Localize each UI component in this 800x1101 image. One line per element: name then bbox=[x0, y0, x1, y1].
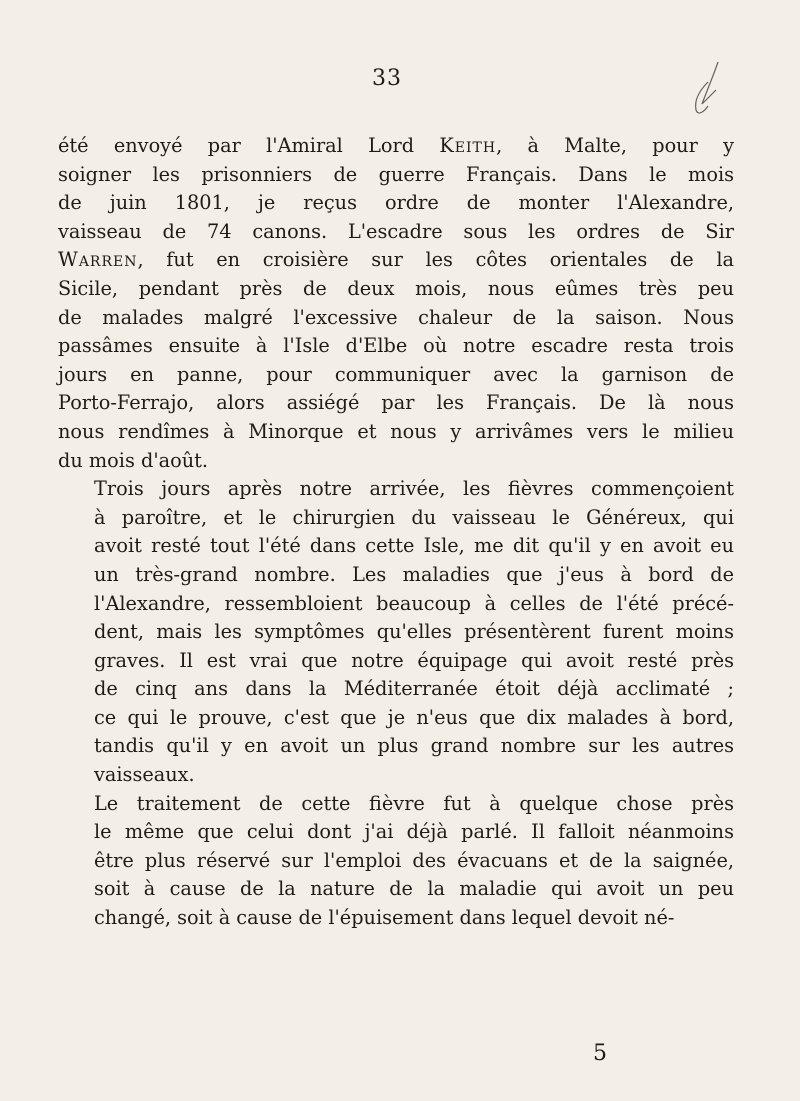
text-line bbox=[58, 418, 734, 447]
text-line bbox=[58, 761, 734, 790]
text-segment: être plus réservé sur l'emploi des évacuans et de la saignée, bbox=[94, 848, 734, 872]
text-line bbox=[58, 590, 734, 619]
text-segment: le même que celui dont j'ai déjà parlé. Il falloit néanmoins bbox=[94, 820, 734, 844]
text-segment: nous rendîmes à Minorque et nous y arrivâmes vers le milieu bbox=[58, 419, 734, 443]
text-line bbox=[58, 732, 734, 761]
text-line bbox=[58, 132, 734, 161]
text-line bbox=[58, 561, 734, 590]
text-line bbox=[58, 532, 734, 561]
text-line bbox=[58, 275, 734, 304]
text-segment: vaisseau de 74 canons. L'escadre sous les ordres de Sir bbox=[58, 219, 734, 243]
text-segment: Porto-Ferrajo, alors assiégé par les Français. De là nous bbox=[58, 391, 734, 415]
text-segment: vaisseaux. bbox=[94, 763, 195, 787]
paragraph bbox=[58, 132, 734, 475]
text-segment: l'Alexandre, ressembloient beaucoup à celles de l'été précé- bbox=[94, 591, 734, 615]
text-segment: de malades malgré l'excessive chaleur de la saison. Nous bbox=[58, 305, 734, 329]
text-segment: ce qui le prouve, c'est que je n'eus que dix malades à bord, bbox=[94, 705, 734, 729]
text-line bbox=[58, 847, 734, 876]
text-line bbox=[58, 189, 734, 218]
text-line bbox=[58, 704, 734, 733]
text-line bbox=[58, 361, 734, 390]
text-segment: tandis qu'il y en avoit un plus grand nombre sur les autres bbox=[94, 734, 734, 758]
text-line bbox=[58, 675, 734, 704]
text-line bbox=[58, 475, 734, 504]
text-segment: du mois d'août. bbox=[58, 448, 209, 472]
text-segment: Le traitement de cette fièvre fut à quelque chose près bbox=[94, 791, 734, 815]
text-line bbox=[58, 389, 734, 418]
text-segment: changé, soit à cause de l'épuisement dans lequel devoit né- bbox=[94, 906, 675, 930]
page-number: 33 bbox=[372, 66, 402, 91]
text-line bbox=[58, 647, 734, 676]
text-segment: soit à cause de la nature de la maladie qui avoit un peu bbox=[94, 877, 734, 901]
text-segment: avoit resté tout l'été dans cette Isle, me dit qu'il y en avoit eu bbox=[94, 534, 734, 558]
text-segment: été envoyé par l'Amiral Lord bbox=[58, 134, 440, 157]
text-segment: dent, mais les symptômes qu'elles présentèrent furent moins bbox=[94, 620, 734, 644]
text-segment: passâmes ensuite à l'Isle d'Elbe où notre escadre resta trois bbox=[58, 334, 734, 358]
text-segment: , fut en croisière sur les côtes orientales de la bbox=[137, 248, 734, 272]
text-segment: Trois jours après notre arrivée, les fièvres commençoient bbox=[94, 477, 734, 501]
text-line bbox=[58, 790, 734, 819]
text-segment: Sicile, pendant près de deux mois, nous eûmes très peu bbox=[58, 276, 734, 300]
text-line bbox=[58, 332, 734, 361]
small-caps-name: Keith bbox=[439, 134, 497, 157]
text-line bbox=[58, 218, 734, 247]
text-line bbox=[58, 818, 734, 847]
text-line bbox=[58, 447, 734, 476]
text-segment: à paroître, et le chirurgien du vaisseau le Généreux, qui bbox=[94, 505, 734, 529]
text-line bbox=[58, 504, 734, 533]
text-segment: , à Malte, pour y bbox=[496, 134, 734, 157]
text-line bbox=[58, 246, 734, 275]
text-segment: soigner les prisonniers de guerre Français. Dans le mois bbox=[58, 162, 734, 186]
ink-mark-icon bbox=[688, 60, 728, 120]
body-text bbox=[58, 132, 734, 933]
text-line bbox=[58, 904, 734, 933]
paragraph bbox=[58, 790, 734, 933]
signature-mark: 5 bbox=[593, 1041, 607, 1066]
text-segment: un très-grand nombre. Les maladies que j'eus à bord de bbox=[94, 562, 734, 586]
text-line bbox=[58, 304, 734, 333]
small-caps-name: Warren bbox=[58, 248, 138, 272]
text-line bbox=[58, 161, 734, 190]
text-line bbox=[58, 618, 734, 647]
text-line bbox=[58, 875, 734, 904]
text-segment: jours en panne, pour communiquer avec la garnison de bbox=[58, 362, 734, 386]
text-segment: graves. Il est vrai que notre équipage qui avoit resté près bbox=[94, 648, 734, 672]
text-segment: de juin 1801, je reçus ordre de monter l'Alexandre, bbox=[58, 191, 734, 215]
paragraph bbox=[58, 475, 734, 790]
text-segment: de cinq ans dans la Méditerranée étoit déjà acclimaté ; bbox=[94, 677, 734, 701]
